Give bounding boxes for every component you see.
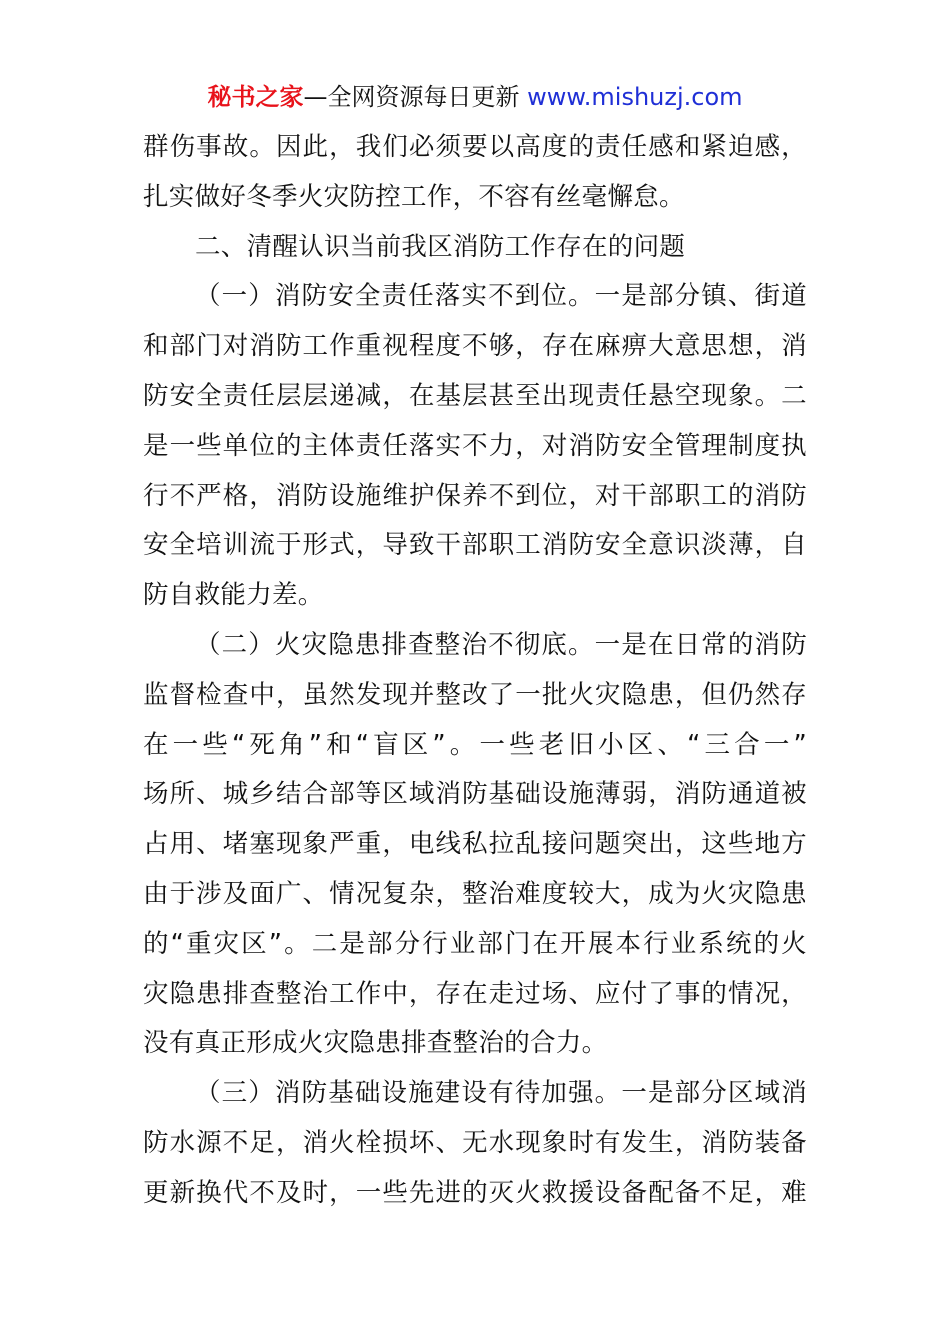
paragraph-first-line: （二）火灾隐患排查整治不彻底。一是在日常的消防: [195, 629, 807, 660]
text-line: 占用、堵塞现象严重，电线私拉乱接问题突出，这些地方: [143, 829, 807, 860]
text-line: 防水源不足，消火栓损坏、无水现象时有发生，消防装备: [143, 1127, 807, 1158]
text-line: 是一些单位的主体责任落实不力，对消防安全管理制度执: [143, 430, 807, 461]
paragraph-first-line: （一）消防安全责任落实不到位。一是部分镇、街道: [195, 281, 807, 312]
text-line: 由于涉及面广、情况复杂，整治难度较大，成为火灾隐患: [143, 878, 807, 909]
site-url-link[interactable]: www.mishuzj.com: [527, 83, 743, 111]
text-line: 更新换代不及时，一些先进的灭火救援设备配备不足，难: [143, 1177, 807, 1208]
text-line: 防安全责任层层递减，在基层甚至出现责任悬空现象。二: [143, 380, 807, 411]
text-line: 扎实做好冬季火灾防控工作，不容有丝毫懈怠。: [143, 181, 685, 212]
text-line: 和部门对消防工作重视程度不够，存在麻痹大意思想，消: [143, 331, 807, 362]
section-heading: 二、清醒认识当前我区消防工作存在的问题: [195, 231, 686, 262]
text-line: 防自救能力差。: [143, 580, 324, 611]
text-line: 没有真正形成火灾隐患排查整治的合力。: [143, 1028, 608, 1059]
text-line: 的“重灾区”。二是部分行业部门在开展本行业系统的火: [143, 928, 807, 959]
text-line: 群伤事故。因此，我们必须要以高度的责任感和紧迫感，: [143, 132, 807, 162]
text-line: 在一些“死角”和“盲区”。一些老旧小区、“三合一”: [143, 729, 807, 760]
text-line: 灾隐患排查整治工作中，存在走过场、应付了事的情况，: [143, 978, 807, 1009]
page-header: [0, 80, 950, 114]
text-line: 监督检查中，虽然发现并整改了一批火灾隐患，但仍然存: [143, 679, 807, 710]
text-line: 安全培训流于形式，导致干部职工消防安全意识淡薄，自: [143, 530, 807, 561]
text-line: 场所、城乡结合部等区域消防基础设施薄弱，消防通道被: [143, 779, 807, 810]
text-line: 行不严格，消防设施维护保养不到位，对干部职工的消防: [143, 480, 807, 511]
paragraph-first-line: （三）消防基础设施建设有待加强。一是部分区域消: [195, 1078, 807, 1109]
document-body: [143, 123, 807, 1219]
site-tagline: —全网资源每日更新: [303, 83, 528, 111]
site-brand: 秘书之家: [207, 83, 304, 111]
